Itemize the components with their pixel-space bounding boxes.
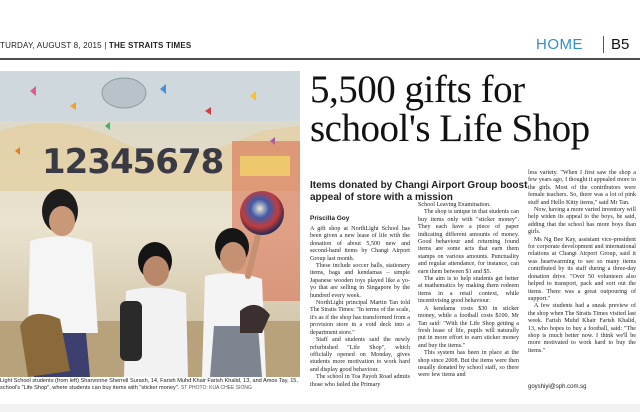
spinning-ball [240, 191, 284, 235]
text-column-2 [418, 202, 519, 380]
shelf-goods [240, 156, 290, 176]
paragraph: A kendama costs $30 in sticker money, while a football costs $100. Mr Tan said: "With the Life Shop getting a fresh lease of life, pupils will naturally put in more effort to earn sticker money and buy the items." [418, 305, 519, 349]
date-line [0, 41, 191, 50]
masthead-rule [0, 58, 640, 60]
photo-credit: ST PHOTO: KUA CHEE SIONG [180, 385, 252, 391]
page-number: B5 [603, 36, 629, 53]
paragraph: Ms Ng Bee Kay, assistant vice-president for corporate development and international relations at Changi Airport Group, said it was heartwarming to see so many items contributed by its staff during a three-day donation drive. "Over 50 volunteers also helped to transport, pack and sort out the items. There was a great outpouring of support." [528, 236, 636, 302]
paragraph: These include soccer balls, stationery items, bags and kendamas – simple Japanese wooden toys played like a yo-yo that are selling in Singapore by the hundred every week. [310, 263, 410, 299]
paragraph: Staff and students said the newly refurbished "Life Shop", which officially opened on Monday, gives students more motivation to work hard and display good behaviour. [310, 337, 410, 373]
paragraph: The school in Toa Payoh Road admits those who failed the Primary [310, 374, 410, 388]
article-headline [310, 70, 636, 148]
next-page-bleed [0, 404, 640, 412]
text-column-1 [310, 226, 410, 389]
publication-name: THE STRAITS TIMES [108, 41, 192, 50]
headline-line-2: school's Life Shop [310, 107, 590, 150]
wall-numbers: 12345678 [42, 142, 224, 182]
caption-text: Light School students (from left) Sharvonne Sherrell Surash, 14, Farish Muhd Khair Farish Khalid, 13, and Amos Tay, 15, school's "Life Shop", where students can buy items with "sticker money". [0, 378, 298, 391]
paragraph: A few students had a sneak preview of the shop when The Straits Times visited last week. Farish Muhd Khair Farish Khalid, 13, who hopes to buy a football, said: "The shop is much better now. I think we'll be more motivated to work hard to buy the items." [528, 303, 636, 354]
paragraph: Now, having a more varied inventory will help widen its appeal to the boys, he said, adding that the school has more boys than girls. [528, 207, 636, 236]
ceiling-fan [102, 78, 146, 108]
text-column-3 [528, 170, 636, 355]
photo-illustration [0, 71, 300, 377]
section-label: HOME [536, 36, 583, 53]
author-email: goyshiyi@sph.com.sg [528, 384, 587, 390]
paragraph: This system has been in place at the shop since 2008. But the items were then usually donated by school staff, so there were few items and [418, 350, 519, 379]
article-byline: Priscilla Goy [310, 215, 350, 222]
paragraph: The shop is unique in that students can buy items only with "sticker money". They each have a piece of paper indicating different amounts of money. Good behaviour and returning found items are some acts that earn them stamps on various amounts. Punctuality and regular attendance, for instance, can earn them between $1 and $5. [418, 209, 519, 275]
masthead-divider: | [104, 41, 109, 50]
headline-line-1: 5,500 gifts for [310, 68, 525, 111]
article-photo [0, 71, 300, 377]
paragraph: School Leaving Examination. [418, 202, 491, 208]
paragraph: NorthLight principal Martin Tan told The Straits Times: "In terms of the scale, it's as if the shop has transformed from a provision store in a void deck into a department store." [310, 300, 410, 336]
paragraph: less variety. "When I first saw the shop a few years ago, I thought it appealed more to the girls. Most of the contributors were female teachers. So, there was a lot of pink stuff and Hello Kitty items," said Mr Tan. [528, 170, 636, 206]
paragraph: The aim is to help students get better at mathematics by making them redeem items in a retail context, while incentivising good behaviour. [418, 276, 519, 305]
photo-caption [0, 378, 302, 392]
page-masthead [0, 0, 640, 68]
issue-date: TURDAY, AUGUST 8, 2015 [0, 41, 102, 50]
paragraph: A gift shop at NorthLight School has been given a new lease of life with the donation of about 5,500 new and second-hand items by Changi Airport Group last month. [310, 226, 410, 262]
article-subhead: Items donated by Changi Airport Group boost appeal of store with a mission [310, 180, 528, 203]
